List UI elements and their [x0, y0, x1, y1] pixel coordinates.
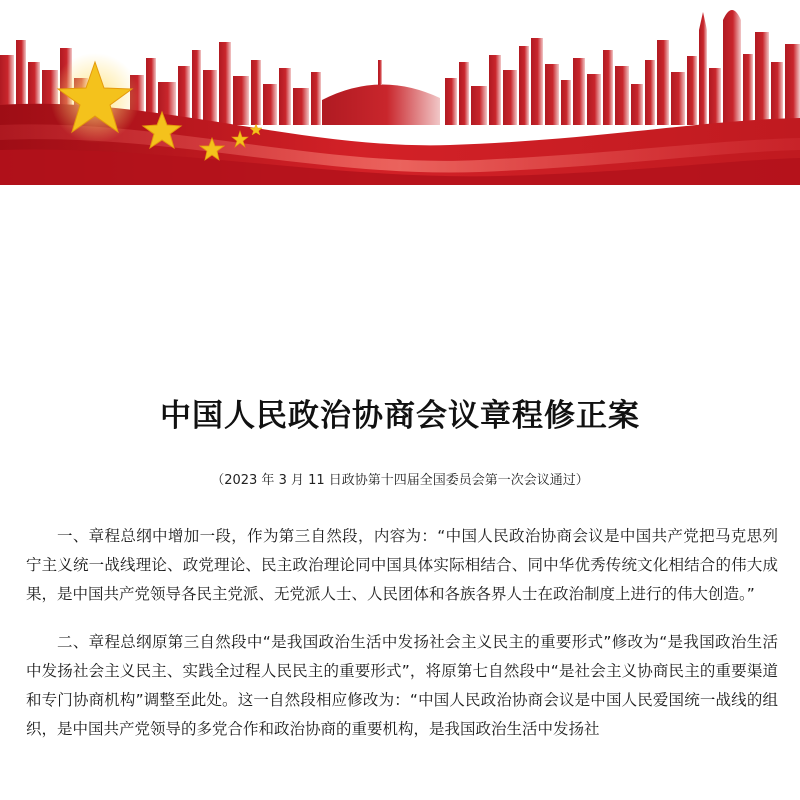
paragraph: 二、章程总纲原第三自然段中“是我国政治生活中发扬社会主义民主的重要形式”修改为“是我国政治生活中发扬社会主义民主、实践全过程人民民主的重要形式”，将原第七自然段中“是社会主义协商民主的重要渠道和专门协商机构”调整至此处。这一自然段相应修改为：“中国人民政治协商会议是中国人民爱国统一战线的组织，是中国共产党领导的多党合作和政治协商的重要机构，是我国政治生活中发扬社: [26, 633, 778, 738]
paragraph: 一、章程总纲中增加一段，作为第三自然段，内容为：“中国人民政治协商会议是中国共产党把马克思列宁主义统一战线理论、政党理论、民主政治理论同中国具体实际相结合、同中华优秀传统文化相结合的伟大成果，是中国共产党领导各民主党派、无党派人士、人民团体和各族各界人士在政治制度上进行的伟大创造。”: [26, 527, 778, 603]
document-title: 中国人民政治协商会议章程修正案: [160, 398, 640, 434]
document-subtitle: （2023 年 3 月 11 日政协第十四届全国委员会第一次会议通过）: [211, 473, 589, 488]
document-body: [26, 522, 778, 763]
header-banner: [0, 0, 800, 185]
banner-graphic: [0, 0, 800, 185]
